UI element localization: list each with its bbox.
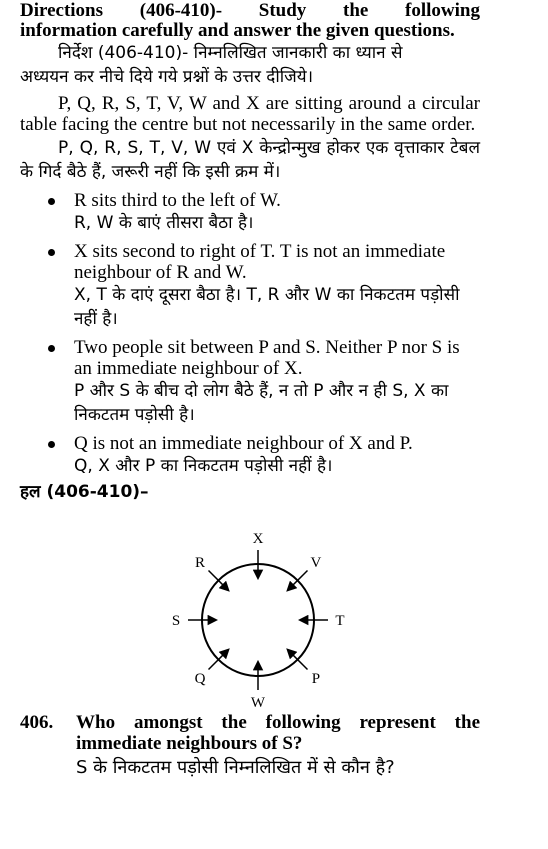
question-hi: S के निकटतम पड़ोसी निम्नलिखित में से कौन है?	[76, 757, 395, 778]
intro-hi: P, Q, R, S, T, V, W एवं X केन्द्रोन्मुख होकर एक वृत्ताकार टेबल के गिर्द बैठे हैं, जरूरी नहीं कि इसी क्रम में।	[20, 138, 480, 182]
condition-item	[20, 190, 480, 235]
condition-hi: X, T के दाएं दूसरा बैठा है। T, R और W का निकटतम पड़ोसी नहीं है।	[74, 285, 460, 329]
bullet-dot	[48, 345, 55, 352]
question-en: Who amongst the following represent the immediate neighbours of S?	[76, 712, 480, 754]
seat-label: R	[195, 555, 206, 572]
condition-en: X sits second to right of T. T is not an immediate neighbour of R and W.	[74, 241, 446, 283]
solution-heading: हल (406-410)–	[20, 482, 149, 502]
condition-en: Q is not an immediate neighbour of X and P.	[74, 433, 413, 454]
condition-hi: Q, X और P का निकटतम पड़ोसी नहीं है।	[74, 456, 333, 476]
directions-hi-line1: निर्देश (406-410)- निम्नलिखित जानकारी का ध्यान से	[58, 43, 403, 63]
seat-label: T	[335, 613, 345, 629]
bullet-dot	[48, 249, 55, 256]
condition-hi: P और S के बीच दो लोग बैठे हैं, न तो P और न ही S, X का निकटतम पड़ोसी है।	[74, 381, 449, 425]
seat-label: X	[252, 531, 264, 547]
seat-label: Q	[194, 670, 206, 687]
directions-en-line2: information carefully and answer the given questions.	[20, 20, 455, 41]
condition-hi: R, W के बाएं तीसरा बैठा है।	[74, 213, 254, 233]
condition-en: Two people sit between P and S. Neither P nor S is an immediate neighbour of X.	[74, 337, 460, 379]
question-406	[20, 712, 480, 780]
seat-label: W	[250, 695, 266, 710]
passage	[20, 0, 480, 504]
bullet-dot	[48, 441, 55, 448]
condition-item	[20, 433, 480, 478]
condition-item	[20, 337, 480, 427]
bullet-dot	[48, 198, 55, 205]
condition-item	[20, 241, 480, 331]
seating-diagram	[168, 530, 348, 710]
seat-label: P	[311, 670, 321, 687]
intro-en: P, Q, R, S, T, V, W and X are sitting around a circular table facing the centre but not necessarily in the same order.	[20, 93, 480, 135]
directions-en-line1: Directions (406-410)- Study the following	[20, 0, 480, 21]
seat-label: S	[171, 613, 181, 629]
condition-en: R sits third to the left of W.	[74, 190, 281, 211]
question-number: 406.	[20, 712, 54, 733]
seat-label: V	[310, 555, 322, 572]
directions-hi-line2: अध्ययन कर नीचे दिये गये प्रश्नों के उत्तर दीजिये।	[20, 67, 314, 87]
